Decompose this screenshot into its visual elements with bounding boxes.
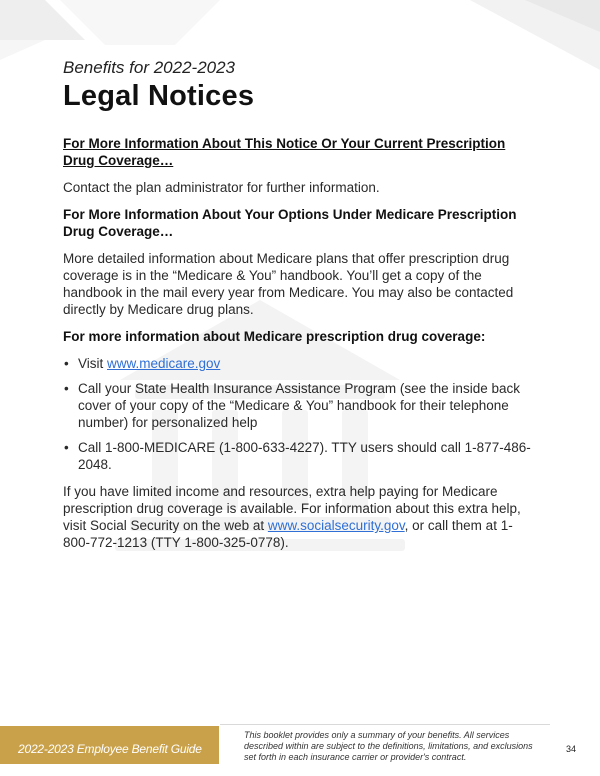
ship-help-text: Call your State Health Insurance Assistance Program (see the inside back cover of your copy of the “Medicare & You” handbook for their telephone number) for personalized help — [78, 381, 520, 430]
more-info-heading: For more information about Medicare prescription drug coverage: — [63, 329, 486, 344]
medicare-link[interactable]: www.medicare.gov — [107, 356, 221, 371]
list-item — [63, 380, 533, 431]
current-coverage-text: Contact the plan administrator for further information. — [63, 180, 380, 195]
extra-help-prefix: If you have limited income and resources, extra help paying for Medicare prescription drug coverage is available. For information about this extra help, visit Social Security on the web at — [63, 484, 521, 533]
page-footer — [0, 722, 600, 762]
resource-list — [63, 355, 533, 473]
footer-guide-label: 2022-2023 Employee Benefit Guide — [18, 742, 202, 756]
visit-text: Visit — [78, 356, 108, 371]
bullet-icon: • — [64, 381, 69, 396]
list-item — [63, 439, 533, 473]
page-title: Legal Notices — [63, 80, 255, 112]
footer-disclaimer: This booklet provides only a summary of your benefits. All services described within are subject to the definitions, limitations, and exclusions set forth in each insurance carrier or provider's contract. — [244, 730, 533, 762]
footer-guide-tab — [0, 726, 219, 764]
footer-divider — [220, 724, 550, 725]
medicare-phone-text: Call 1-800-MEDICARE (1-800-633-4227). TTY users should call 1-877-486-2048. — [78, 440, 531, 472]
list-item — [63, 355, 533, 372]
social-security-link[interactable]: www.socialsecurity.gov — [267, 518, 405, 533]
page-kicker: Benefits for 2022-2023 — [63, 58, 236, 77]
current-coverage-heading: For More Information About This Notice Or Your Current Prescription Drug Coverage… — [63, 136, 506, 168]
bullet-icon: • — [64, 440, 69, 455]
bullet-icon: • — [64, 356, 69, 371]
page-number: 34 — [566, 744, 577, 754]
options-heading: For More Information About Your Options Under Medicare Prescription Drug Coverage… — [63, 207, 517, 239]
extra-help-paragraph — [63, 483, 533, 551]
extra-help-suffix: , or call them at 1-800-772-1213 (TTY 1-800-325-0778). — [63, 518, 513, 550]
options-text: More detailed information about Medicare plans that offer prescription drug coverage is in the “Medicare & You” handbook. You’ll get a copy of the handbook in the mail every year from Medicare. You may also be contacted directly by Medicare drug plans. — [63, 251, 514, 317]
main-content — [63, 58, 533, 551]
